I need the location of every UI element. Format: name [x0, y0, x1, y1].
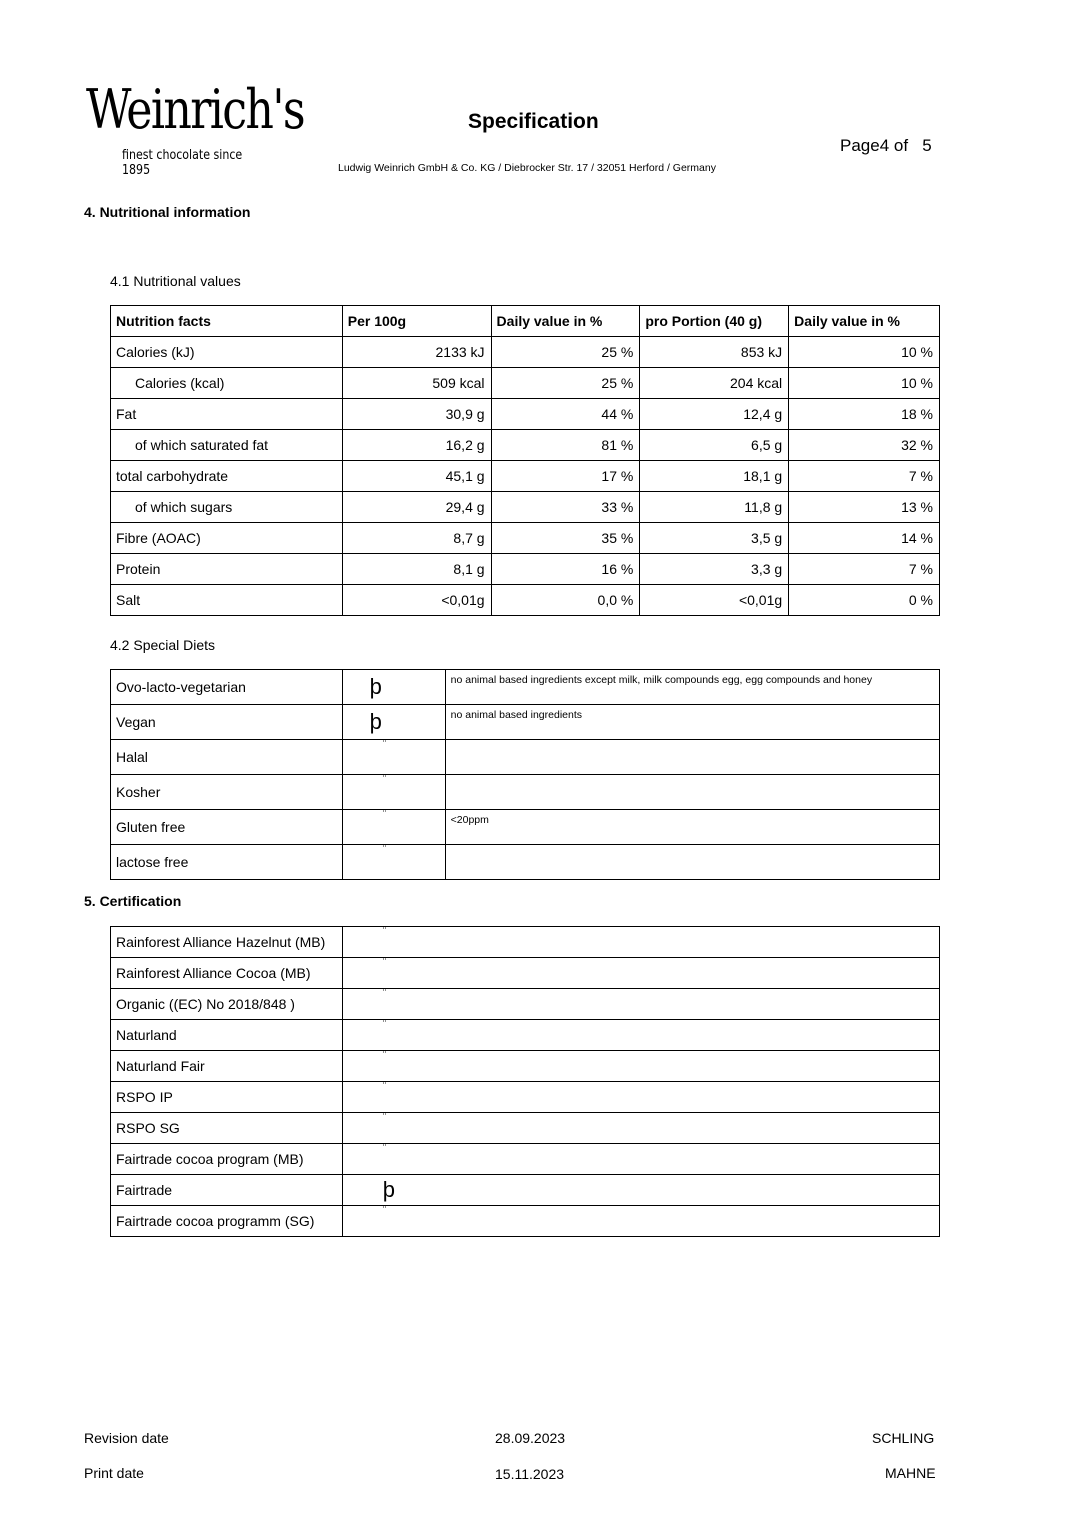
- certification-label: Naturland Fair: [111, 1051, 343, 1082]
- nutrition-header-cell: pro Portion (40 g): [640, 306, 789, 337]
- print-date-value: 15.11.2023: [495, 1466, 565, 1482]
- nutrition-value: 14 %: [789, 523, 940, 554]
- special-diets-table: [110, 669, 940, 880]
- revision-date-label: Revision date: [84, 1430, 169, 1446]
- nutrition-row: [111, 399, 940, 430]
- diet-row: [111, 845, 940, 880]
- checked-mark-icon: þ: [342, 1175, 939, 1206]
- subheading-special-diets: 4.2 Special Diets: [110, 637, 216, 653]
- diet-note: [445, 845, 939, 880]
- nutrition-value: <0,01g: [342, 585, 491, 616]
- nutrition-row: [111, 337, 940, 368]
- diet-label: Kosher: [111, 775, 343, 810]
- unchecked-mark-icon: ¨: [342, 1206, 939, 1237]
- unchecked-mark-icon: ¨: [342, 1113, 939, 1144]
- nutrition-value: 3,5 g: [640, 523, 789, 554]
- logo-tagline: finest chocolate since 1895: [122, 148, 243, 178]
- diet-note: no animal based ingredients: [445, 705, 939, 740]
- section-heading-certification: 5. Certification: [84, 893, 182, 909]
- unchecked-mark-icon: ¨: [342, 989, 939, 1020]
- nutrition-value: 853 kJ: [640, 337, 789, 368]
- logo-wordmark: Weinrich's: [86, 78, 304, 141]
- nutrition-value: 32 %: [789, 430, 940, 461]
- unchecked-mark-icon: ¨: [342, 1020, 939, 1051]
- page-total: 5: [922, 136, 932, 155]
- diet-row: [111, 705, 940, 740]
- nutrition-value: 44 %: [491, 399, 640, 430]
- nutrition-value: 8,7 g: [342, 523, 491, 554]
- unchecked-mark-icon: ¨: [342, 1144, 939, 1175]
- nutrition-label: of which sugars: [111, 492, 343, 523]
- nutrition-row: [111, 585, 940, 616]
- nutrition-label: total carbohydrate: [111, 461, 343, 492]
- nutrition-value: 11,8 g: [640, 492, 789, 523]
- certification-row: [111, 989, 940, 1020]
- diet-note: <20ppm: [445, 810, 939, 845]
- company-logo: [84, 78, 304, 178]
- nutrition-value: 25 %: [491, 368, 640, 399]
- page-indicator: [840, 136, 932, 156]
- certification-row: [111, 1206, 940, 1237]
- unchecked-mark-icon: ¨: [342, 1082, 939, 1113]
- checked-mark-icon: þ: [342, 705, 445, 740]
- nutrition-label: Calories (kcal): [111, 368, 343, 399]
- certification-row: [111, 1082, 940, 1113]
- certification-label: Fairtrade cocoa programm (SG): [111, 1206, 343, 1237]
- nutrition-value: 16,2 g: [342, 430, 491, 461]
- certification-label: RSPO SG: [111, 1113, 343, 1144]
- certification-row: [111, 958, 940, 989]
- certification-row: [111, 1051, 940, 1082]
- diet-row: [111, 740, 940, 775]
- nutrition-value: 35 %: [491, 523, 640, 554]
- certification-label: Fairtrade cocoa program (MB): [111, 1144, 343, 1175]
- nutrition-row: [111, 523, 940, 554]
- nutrition-row: [111, 430, 940, 461]
- nutrition-header-cell: Per 100g: [342, 306, 491, 337]
- nutrition-value: 29,4 g: [342, 492, 491, 523]
- unchecked-mark-icon: ¨: [342, 845, 445, 880]
- nutrition-header-cell: Nutrition facts: [111, 306, 343, 337]
- diet-label: Ovo-lacto-vegetarian: [111, 670, 343, 705]
- nutrition-value: 16 %: [491, 554, 640, 585]
- nutrition-value: 2133 kJ: [342, 337, 491, 368]
- nutrition-header-cell: Daily value in %: [491, 306, 640, 337]
- certification-row: [111, 1020, 940, 1051]
- diet-note: no animal based ingredients except milk, milk compounds egg, egg compounds and honey: [445, 670, 939, 705]
- nutrition-value: 3,3 g: [640, 554, 789, 585]
- nutrition-value: 10 %: [789, 368, 940, 399]
- diet-label: lactose free: [111, 845, 343, 880]
- nutrition-value: 81 %: [491, 430, 640, 461]
- company-address: Ludwig Weinrich GmbH & Co. KG / Diebrocker Str. 17 / 32051 Herford / Germany: [338, 162, 716, 174]
- nutrition-value: 7 %: [789, 554, 940, 585]
- diet-row: [111, 670, 940, 705]
- nutrition-value: 18 %: [789, 399, 940, 430]
- unchecked-mark-icon: ¨: [342, 775, 445, 810]
- unchecked-mark-icon: ¨: [342, 958, 939, 989]
- checked-mark-icon: þ: [342, 670, 445, 705]
- diet-label: Halal: [111, 740, 343, 775]
- certification-row: [111, 1113, 940, 1144]
- nutrition-value: 0,0 %: [491, 585, 640, 616]
- nutrition-label: Fat: [111, 399, 343, 430]
- unchecked-mark-icon: ¨: [342, 1051, 939, 1082]
- nutrition-value: 509 kcal: [342, 368, 491, 399]
- certification-label: RSPO IP: [111, 1082, 343, 1113]
- nutrition-row: [111, 368, 940, 399]
- certification-table: [110, 926, 940, 1237]
- nutrition-table: [110, 305, 940, 616]
- certification-label: Rainforest Alliance Hazelnut (MB): [111, 927, 343, 958]
- nutrition-value: 8,1 g: [342, 554, 491, 585]
- diet-label: Gluten free: [111, 810, 343, 845]
- unchecked-mark-icon: ¨: [342, 740, 445, 775]
- revision-date-value: 28.09.2023: [495, 1430, 566, 1446]
- nutrition-value: 17 %: [491, 461, 640, 492]
- document-title: Specification: [468, 110, 599, 133]
- diet-row: [111, 775, 940, 810]
- unchecked-mark-icon: ¨: [342, 927, 939, 958]
- nutrition-value: 10 %: [789, 337, 940, 368]
- nutrition-header-cell: Daily value in %: [789, 306, 940, 337]
- unchecked-mark-icon: ¨: [342, 810, 445, 845]
- nutrition-value: 7 %: [789, 461, 940, 492]
- nutrition-value: 45,1 g: [342, 461, 491, 492]
- certification-row: [111, 1144, 940, 1175]
- nutrition-row: [111, 461, 940, 492]
- nutrition-header-row: [111, 306, 940, 337]
- diet-row: [111, 810, 940, 845]
- nutrition-value: 18,1 g: [640, 461, 789, 492]
- nutrition-label: Protein: [111, 554, 343, 585]
- page-of: of: [893, 136, 909, 155]
- nutrition-value: 33 %: [491, 492, 640, 523]
- nutrition-value: 12,4 g: [640, 399, 789, 430]
- nutrition-value: <0,01g: [640, 585, 789, 616]
- page-label: Page: [840, 136, 880, 155]
- nutrition-value: 13 %: [789, 492, 940, 523]
- print-by: MAHNE: [885, 1465, 936, 1481]
- nutrition-value: 25 %: [491, 337, 640, 368]
- nutrition-value: 6,5 g: [640, 430, 789, 461]
- nutrition-value: 204 kcal: [640, 368, 789, 399]
- nutrition-value: 30,9 g: [342, 399, 491, 430]
- certification-label: Organic ((EC) No 2018/848 ): [111, 989, 343, 1020]
- nutrition-row: [111, 492, 940, 523]
- certification-row: [111, 927, 940, 958]
- certification-label: Rainforest Alliance Cocoa (MB): [111, 958, 343, 989]
- diet-note: [445, 775, 939, 810]
- certification-label: Naturland: [111, 1020, 343, 1051]
- revision-by: SCHLING: [872, 1430, 935, 1446]
- certification-row: [111, 1175, 940, 1206]
- print-date-label: Print date: [84, 1465, 144, 1481]
- subheading-nutritional-values: 4.1 Nutritional values: [110, 273, 241, 289]
- nutrition-value: 0 %: [789, 585, 940, 616]
- nutrition-row: [111, 554, 940, 585]
- page-current: 4: [879, 136, 890, 155]
- nutrition-label: Fibre (AOAC): [111, 523, 343, 554]
- nutrition-label: of which saturated fat: [111, 430, 343, 461]
- diet-label: Vegan: [111, 705, 343, 740]
- nutrition-label: Salt: [111, 585, 343, 616]
- nutrition-label: Calories (kJ): [111, 337, 343, 368]
- section-heading-nutrition: 4. Nutritional information: [84, 204, 251, 220]
- diet-note: [445, 740, 939, 775]
- certification-label: Fairtrade: [111, 1175, 343, 1206]
